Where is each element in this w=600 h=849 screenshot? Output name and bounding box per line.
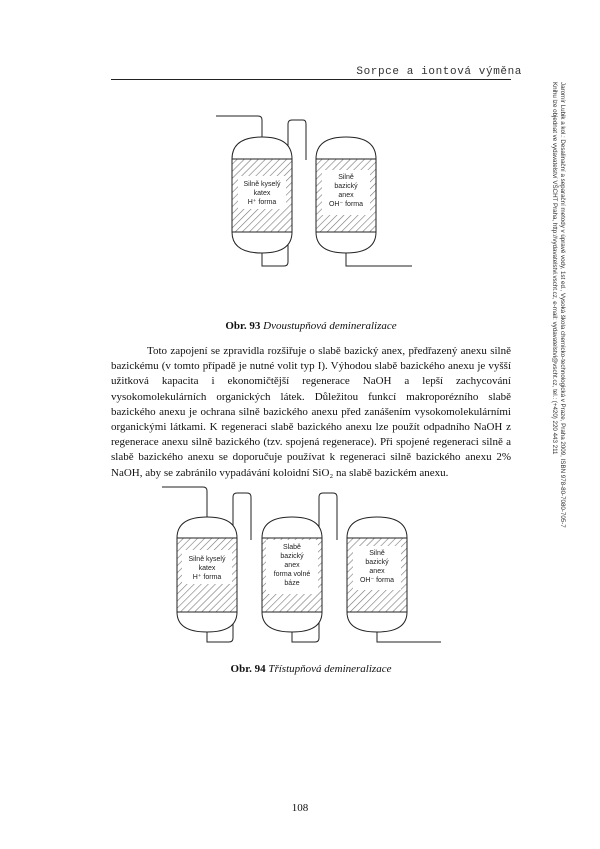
- v2-label-line1: Silně: [338, 174, 354, 181]
- v94-2-line4: forma volné: [273, 571, 311, 578]
- inlet-pipe-94: [162, 487, 207, 517]
- body-paragraph: [111, 344, 511, 481]
- figure-94-title: Třístupňová demineralizace: [268, 663, 392, 675]
- body-paragraph-text: Toto zapojení se zpravidla rozšiřuje o slabě bazický anex, předřazený anexu silně bazickému (v tomto případě je nutné volit typ I). Výhodou slabě bazického anexu je vyšší užitková kapacita i ekonomičtější regenerace NaOH a lepší zachycování vysokomolekulárních organických látek. Důležitou funkcí makroporézního slabě bazického anexu je ochrana silně bazického anexu před zanášením vysokomolekulárními organickými látkami. K regeneraci slabě bazického anexu lze použít odpadního NaOH z regenerace anexu silně bazického (tzv. spojená regenerace). Při spojené regeneraci silně a slabě bazického anexu se doporučuje používat k regeneraci silně bazického anexu 2% NaOH, aby se zabránilo vypadávání koloidní SiO₂ na slabě bazickém anexu.: [111, 345, 511, 479]
- figure-93-caption: [111, 320, 511, 332]
- v94-1-line3: H⁺ forma: [192, 574, 222, 581]
- v94-3-line4: OH⁻ forma: [359, 577, 395, 584]
- v1-label-line3: H⁺ forma: [247, 199, 277, 206]
- v1-label-line2: katex: [253, 190, 271, 197]
- v94-2-line1: Slabě: [283, 544, 301, 551]
- inlet-pipe: [216, 116, 262, 137]
- v2-label-line3: anex: [338, 192, 354, 199]
- running-header: Sorpce a iontová výměna: [356, 66, 522, 78]
- v94-1-line1: Silně kyselý: [188, 556, 226, 563]
- v94-3-line3: anex: [369, 568, 385, 575]
- v94-2-line3: anex: [284, 562, 300, 569]
- figure-94-number: Obr. 94: [230, 663, 266, 675]
- outlet-pipe: [346, 253, 412, 266]
- page-number: 108: [291, 802, 309, 814]
- v2-label-line2: bazický: [334, 183, 358, 190]
- v94-3-line1: Silně: [369, 550, 385, 557]
- v94-2-line5: báze: [284, 580, 300, 587]
- side-citation-line2: Knihu lze objednat ve vydavatelství VŠCHT Praha, http://vydavatelstvi.vscht.cz, e-mail: vydavatelstvi@vscht.cz, tel.: (+420) 220 443 211: [550, 82, 558, 455]
- v94-2-line2: bazický: [280, 553, 304, 560]
- outlet-pipe-94: [377, 632, 441, 642]
- v1-label-line1: Silně kyselý: [243, 181, 281, 188]
- figure-93-number: Obr. 93: [225, 320, 261, 332]
- v94-3-line2: bazický: [365, 559, 389, 566]
- v2-label-line4: OH⁻ forma: [328, 201, 364, 208]
- figure-93-title: Dvoustupňová demineralizace: [263, 320, 397, 332]
- figure-94-caption: [111, 663, 511, 675]
- v94-1-line2: katex: [198, 565, 216, 572]
- side-citation-line1: Jaromír Lubik a kol.: Desalinační a separační metody v úpravě vody, 1st ed., Vysoká škola chemicko-technologická v Praze, Praha 2009, ISBN 978-80-7080-705-7: [559, 82, 566, 528]
